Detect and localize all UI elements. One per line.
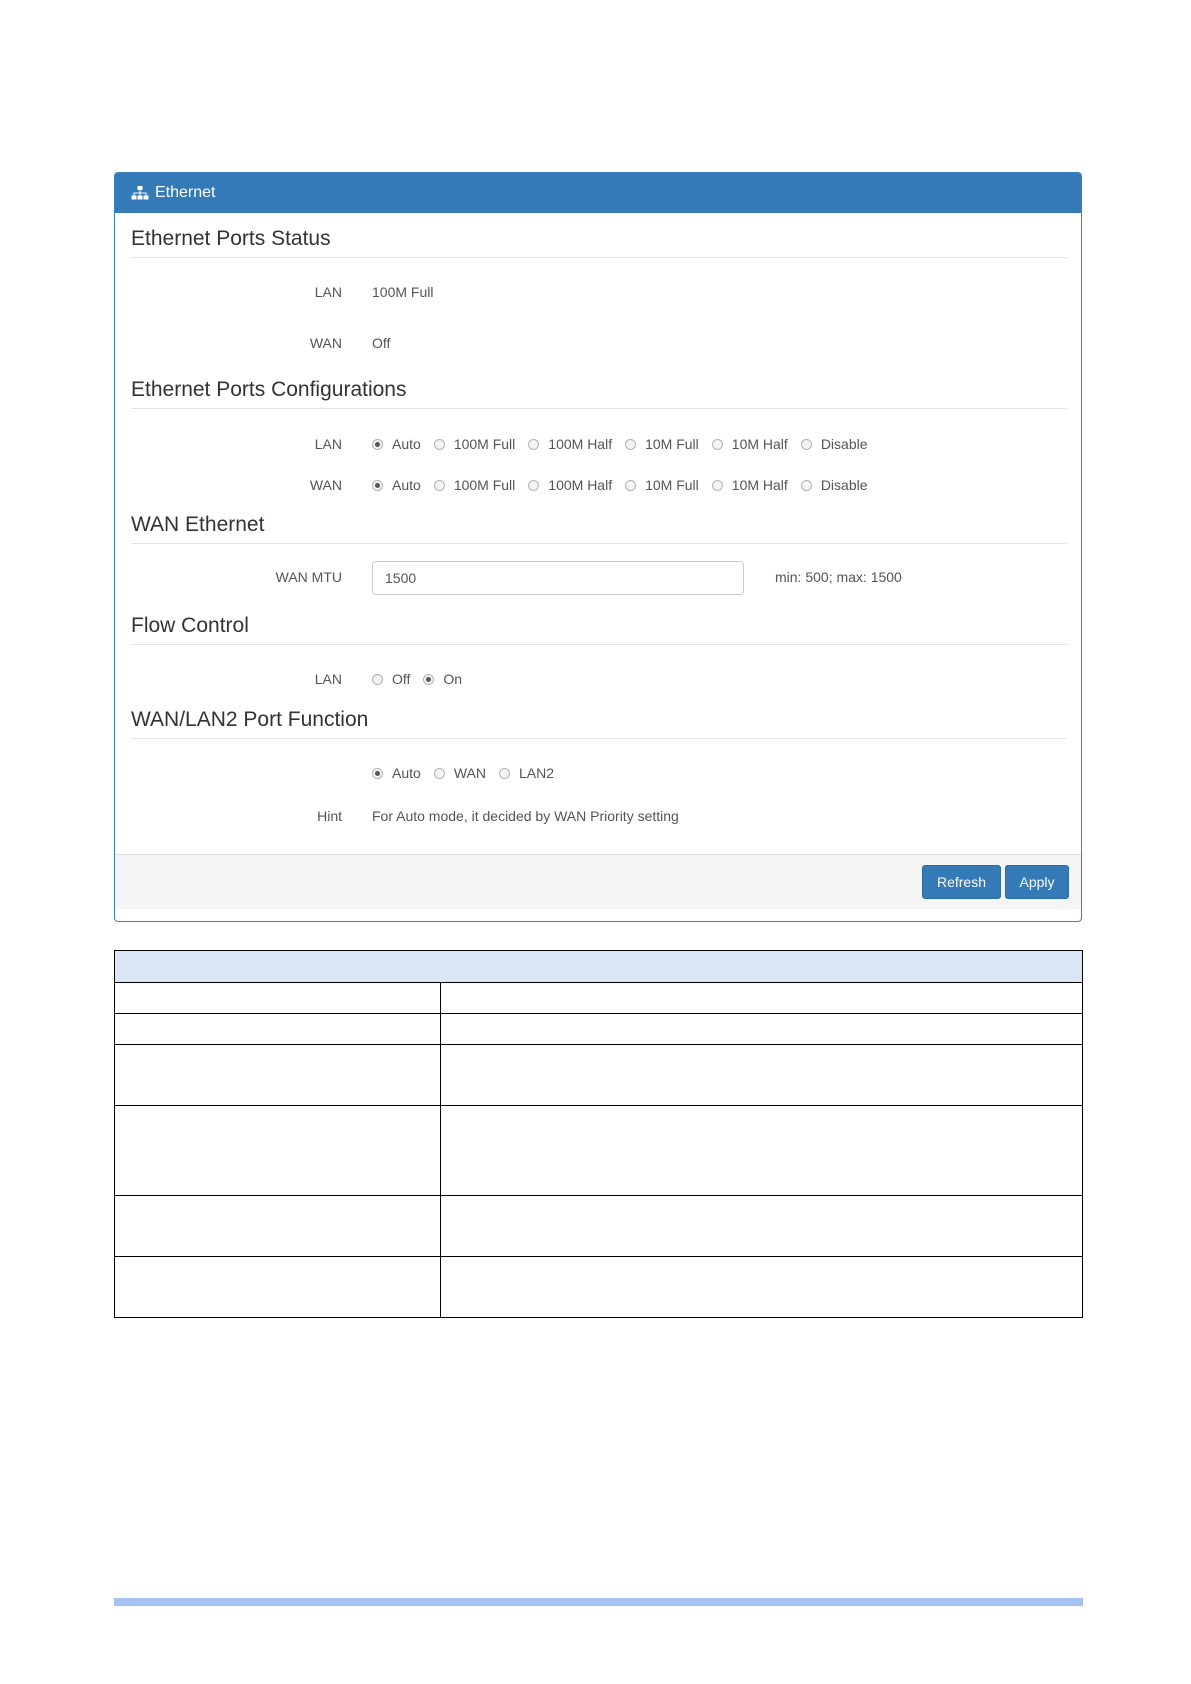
table-header-row (115, 951, 1083, 983)
radio-button[interactable] (712, 480, 723, 491)
config-wan-radio-100m-full[interactable] (434, 477, 515, 493)
config-lan-radio-group (372, 436, 881, 452)
page-footer-bar (114, 1598, 1083, 1606)
radio-button[interactable] (372, 674, 383, 685)
description-table (114, 950, 1083, 1318)
wan-mtu-label: WAN MTU (275, 569, 342, 585)
section-title-wan-ethernet: WAN Ethernet (131, 513, 1067, 544)
status-wan-value: Off (372, 335, 391, 351)
radio-label: Auto (392, 436, 421, 452)
config-lan-radio-disable[interactable] (801, 436, 868, 452)
radio-button[interactable] (801, 439, 812, 450)
section-title-status: Ethernet Ports Status (131, 227, 1067, 258)
radio-label: 10M Full (645, 477, 699, 493)
radio-label: 100M Full (453, 436, 516, 452)
config-wan-radio-group (372, 477, 881, 493)
table-row (115, 1014, 1083, 1045)
flow-control-radio-on[interactable] (423, 671, 462, 687)
table-cell (115, 1045, 441, 1106)
radio-label: WAN (453, 765, 486, 781)
table-cell (441, 1045, 1083, 1106)
section-title-port-function: WAN/LAN2 Port Function (131, 708, 1067, 739)
radio-label: 100M Half (548, 477, 613, 493)
radio-label: Auto (392, 477, 421, 493)
ethernet-panel (114, 172, 1082, 922)
table-cell (441, 1014, 1083, 1045)
config-wan-radio-10m-full[interactable] (625, 477, 699, 493)
hint-label: Hint (317, 808, 342, 824)
table-row (115, 1257, 1083, 1318)
config-lan-radio-10m-half[interactable] (712, 436, 788, 452)
table-cell (441, 1106, 1083, 1196)
table-row (115, 983, 1083, 1014)
section-title-config: Ethernet Ports Configurations (131, 378, 1067, 409)
status-lan-value: 100M Full (372, 284, 434, 300)
panel-footer (115, 854, 1081, 909)
config-lan-radio-100m-half[interactable] (528, 436, 612, 452)
radio-button[interactable] (372, 480, 383, 491)
radio-button[interactable] (712, 439, 723, 450)
panel-header (115, 173, 1081, 213)
port-function-radio-auto[interactable] (372, 765, 421, 781)
status-lan-label: LAN (314, 284, 342, 300)
config-lan-label: LAN (314, 436, 342, 452)
radio-label: LAN2 (518, 765, 554, 781)
flow-control-lan-label: LAN (314, 671, 342, 687)
radio-button[interactable] (499, 768, 510, 779)
port-function-radio-group (372, 765, 567, 781)
sitemap-icon (131, 185, 149, 201)
table-cell (115, 983, 441, 1014)
status-wan-label: WAN (309, 335, 342, 351)
radio-button[interactable] (423, 674, 434, 685)
table-cell (441, 1196, 1083, 1257)
panel-title: Ethernet (155, 184, 216, 201)
config-wan-radio-100m-half[interactable] (528, 477, 612, 493)
radio-button[interactable] (801, 480, 812, 491)
radio-label: Disable (820, 436, 868, 452)
table-row (115, 1045, 1083, 1106)
hint-text: For Auto mode, it decided by WAN Priority setting (372, 808, 679, 824)
radio-button[interactable] (528, 480, 539, 491)
table-cell (115, 1014, 441, 1045)
config-wan-radio-10m-half[interactable] (712, 477, 788, 493)
port-function-radio-lan2[interactable] (499, 765, 554, 781)
flow-control-radio-group (372, 671, 475, 687)
radio-label: 10M Half (731, 436, 788, 452)
radio-label: 100M Full (453, 477, 516, 493)
config-lan-radio-10m-full[interactable] (625, 436, 699, 452)
table-row (115, 1196, 1083, 1257)
radio-label: 100M Half (548, 436, 613, 452)
radio-button[interactable] (434, 439, 445, 450)
table-header-cell (115, 951, 1083, 983)
table-cell (115, 1257, 441, 1318)
config-lan-radio-100m-full[interactable] (434, 436, 515, 452)
radio-button[interactable] (434, 480, 445, 491)
table-row (115, 1106, 1083, 1196)
table-cell (115, 1196, 441, 1257)
radio-button[interactable] (372, 768, 383, 779)
flow-control-radio-off[interactable] (372, 671, 410, 687)
config-lan-radio-auto[interactable] (372, 436, 421, 452)
radio-label: 10M Full (645, 436, 699, 452)
radio-button[interactable] (625, 439, 636, 450)
radio-button[interactable] (434, 768, 445, 779)
config-wan-radio-disable[interactable] (801, 477, 868, 493)
apply-button[interactable]: Apply (1005, 865, 1069, 899)
port-function-radio-wan[interactable] (434, 765, 486, 781)
radio-label: Disable (820, 477, 868, 493)
table-cell (441, 983, 1083, 1014)
table-cell (441, 1257, 1083, 1318)
panel-body (115, 213, 1081, 909)
wan-mtu-input[interactable] (372, 561, 744, 595)
radio-label: Auto (392, 765, 421, 781)
radio-label: On (443, 671, 463, 687)
radio-button[interactable] (372, 439, 383, 450)
radio-button[interactable] (528, 439, 539, 450)
section-title-flow-control: Flow Control (131, 614, 1067, 645)
table-cell (115, 1106, 441, 1196)
radio-button[interactable] (625, 480, 636, 491)
radio-label: 10M Half (731, 477, 788, 493)
wan-mtu-hint: min: 500; max: 1500 (775, 569, 902, 585)
config-wan-radio-auto[interactable] (372, 477, 421, 493)
config-wan-label: WAN (309, 477, 342, 493)
radio-label: Off (392, 671, 411, 687)
refresh-button[interactable]: Refresh (922, 865, 1001, 899)
